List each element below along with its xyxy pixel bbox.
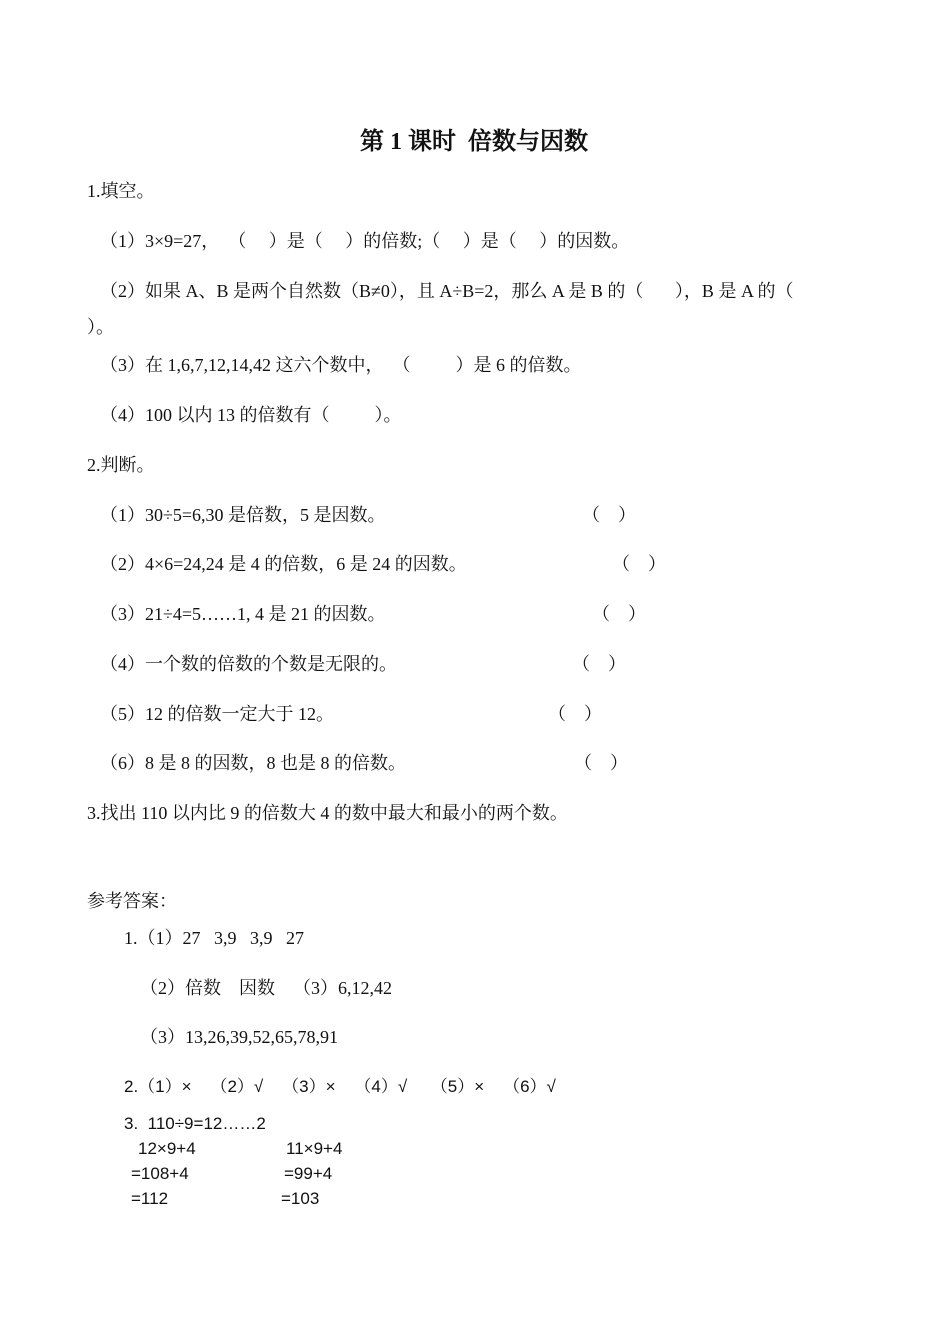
q2-item-6-mark: （ ） — [574, 753, 628, 773]
answer-3-left-2: =108+4 — [131, 1164, 189, 1183]
answers-heading: 参考答案： — [87, 891, 177, 911]
q2-item-4: （4）一个数的倍数的个数是无限的。 — [100, 654, 397, 674]
answer-3-left-3: =112 — [131, 1189, 169, 1208]
q2-item-1: （1）30÷5=6,30 是倍数，5 是因数。 — [100, 505, 386, 525]
page-title: 第 1 课时 倍数与因数 — [360, 129, 588, 155]
answer-3-right-2: =99+4 — [284, 1164, 333, 1183]
q1-item-2-cont: ）。 — [87, 317, 114, 337]
q2-item-3: （3）21÷4=5……1, 4 是 21 的因数。 — [100, 604, 386, 624]
answer-3-right-3: =103 — [281, 1189, 320, 1208]
answer-2: 2.（1）× （2）√ （3）× （4）√ （5）× （6）√ — [124, 1077, 556, 1096]
q2-item-2: （2）4×6=24,24 是 4 的倍数，6 是 24 的因数。 — [100, 554, 467, 574]
q1-item-1: （1）3×9=27， （ ）是（ ）的倍数;（ ）是（ ）的因数。 — [100, 231, 630, 251]
q2-item-1-mark: （ ） — [582, 505, 636, 525]
q2-item-5-mark: （ ） — [548, 704, 602, 724]
q2-item-4-mark: （ ） — [572, 654, 626, 674]
q1-item-3: （3）在 1,6,7,12,14,42 这六个数中， （ ）是 6 的倍数。 — [100, 355, 582, 375]
q2-item-6: （6）8 是 8 的因数，8 也是 8 的倍数。 — [100, 753, 406, 773]
answer-3-left-1: 12×9+4 — [138, 1139, 196, 1158]
q1-item-4: （4）100 以内 13 的倍数有（ ）。 — [100, 405, 402, 425]
answer-1-line-3: （3）13,26,39,52,65,78,91 — [140, 1027, 338, 1047]
q1-item-2: （2）如果 A、B 是两个自然数（B≠0），且 A÷B=2，那么 A 是 B 的（ ），B 是 A 的（ — [100, 281, 794, 301]
q1-heading: 1.填空。 — [87, 181, 155, 201]
answer-1-line-2: （2）倍数 因数 （3）6,12,42 — [140, 978, 392, 998]
q2-heading: 2.判断。 — [87, 455, 155, 475]
q2-item-2-mark: （ ） — [612, 554, 666, 574]
q2-item-5: （5）12 的倍数一定大于 12。 — [100, 704, 334, 724]
q3-heading: 3.找出 110 以内比 9 的倍数大 4 的数中最大和最小的两个数。 — [87, 803, 568, 823]
answer-3-right-1: 11×9+4 — [286, 1139, 343, 1158]
q2-item-3-mark: （ ） — [592, 604, 646, 624]
answer-1-line-1: 1.（1）27 3,9 3,9 27 — [124, 928, 304, 948]
answer-3-line-1: 3. 110÷9=12……2 — [124, 1114, 266, 1133]
